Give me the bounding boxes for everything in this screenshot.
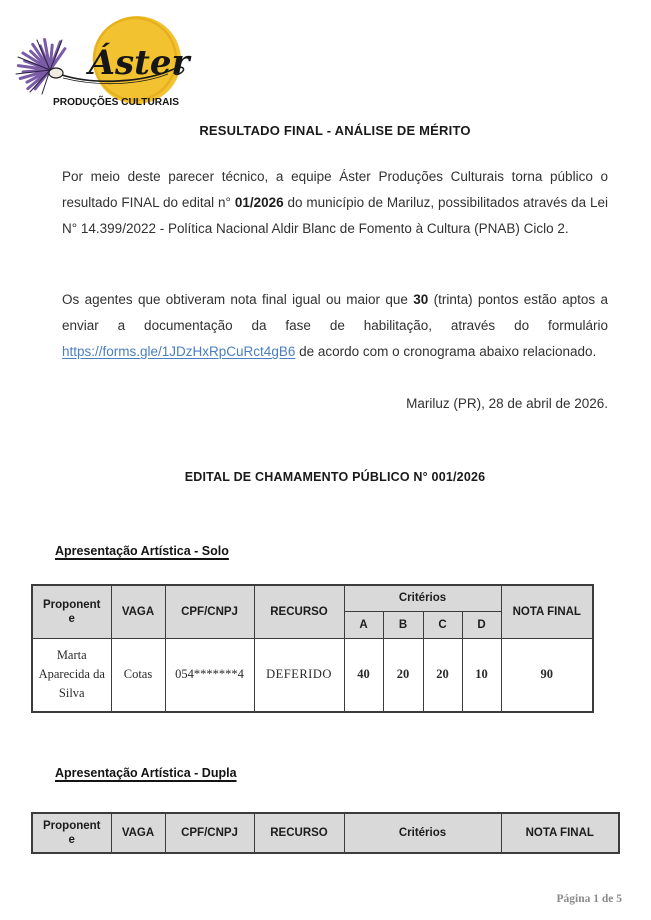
dateline: Mariluz (PR), 28 de abril de 2026. bbox=[406, 396, 608, 411]
paragraph-intro bbox=[62, 164, 608, 242]
min-score-bold: 30 bbox=[413, 292, 429, 307]
dupla-results-table bbox=[31, 812, 620, 854]
page-title: RESULTADO FINAL - ANÁLISE DE MÉRITO bbox=[199, 123, 471, 138]
table-row bbox=[32, 638, 593, 712]
cell-criterio-d: 10 bbox=[462, 638, 501, 712]
edital-heading: EDITAL DE CHAMAMENTO PÚBLICO N° 001/2026 bbox=[184, 470, 486, 484]
solo-results-table bbox=[31, 584, 594, 713]
col-cpf-cnpj: CPF/CNPJ bbox=[165, 813, 254, 853]
cell-cpf: 054*******4 bbox=[165, 638, 254, 712]
section-heading-solo: Apresentação Artística - Solo bbox=[55, 544, 229, 558]
aster-flower-icon bbox=[16, 40, 65, 95]
paragraph-intro-text-2: do município de Mariluz, possibilitados através da Lei N° 14.399/2022 - Política Nacional Aldir Blanc de Fomento à Cultura (PNAB) Ciclo 2. bbox=[62, 195, 608, 236]
col-nota-final: NOTA FINAL bbox=[501, 813, 619, 853]
col-criterios: Critérios bbox=[344, 585, 501, 611]
paragraph-instructions-text-2: (trinta) pontos estão aptos a enviar a documentação da fase de habilitação, através do formulário bbox=[62, 292, 608, 333]
col-vaga: VAGA bbox=[111, 813, 165, 853]
cell-criterio-b: 20 bbox=[383, 638, 423, 712]
paragraph-instructions-text: Os agentes que obtiveram nota final igual ou maior que bbox=[62, 292, 414, 307]
cell-criterio-a: 40 bbox=[344, 638, 383, 712]
brand-text: Áster bbox=[88, 43, 190, 83]
cell-vaga: Cotas bbox=[111, 638, 165, 712]
page-number: Página 1 de 5 bbox=[556, 893, 622, 905]
cell-proponente: Marta Aparecida da Silva bbox=[32, 638, 111, 712]
brand-subtitle-text: PRODUÇÕES CULTURAIS bbox=[53, 96, 184, 108]
col-criterios: Critérios bbox=[344, 813, 501, 853]
col-recurso: RECURSO bbox=[254, 813, 344, 853]
paragraph-instructions-text-3: de acordo com o cronograma abaixo relacionado. bbox=[295, 344, 597, 359]
col-recurso: RECURSO bbox=[254, 585, 344, 638]
col-proponente: Proponent e bbox=[32, 813, 111, 853]
forms-link[interactable]: https://forms.gle/1JDzHxRpCuRct4gB6 bbox=[62, 344, 296, 359]
col-criterio-b: B bbox=[383, 611, 423, 638]
paragraph-instructions bbox=[62, 287, 608, 365]
col-criterio-c: C bbox=[423, 611, 462, 638]
col-proponente: Proponent e bbox=[32, 585, 111, 638]
col-criterio-d: D bbox=[462, 611, 501, 638]
col-cpf-cnpj: CPF/CNPJ bbox=[165, 585, 254, 638]
col-criterio-a: A bbox=[344, 611, 383, 638]
edital-number-bold: 01/2026 bbox=[234, 195, 284, 210]
cell-recurso: DEFERIDO bbox=[254, 638, 344, 712]
col-vaga: VAGA bbox=[111, 585, 165, 638]
col-nota-final: NOTA FINAL bbox=[501, 585, 593, 638]
aster-logo bbox=[6, 10, 211, 110]
paragraph-intro-text: Por meio deste parecer técnico, a equipe Áster Produções Culturais torna público o resultado FINAL do edital n° bbox=[62, 169, 608, 210]
section-heading-dupla: Apresentação Artística - Dupla bbox=[55, 766, 237, 780]
cell-criterio-c: 20 bbox=[423, 638, 462, 712]
cell-nota-final: 90 bbox=[501, 638, 593, 712]
